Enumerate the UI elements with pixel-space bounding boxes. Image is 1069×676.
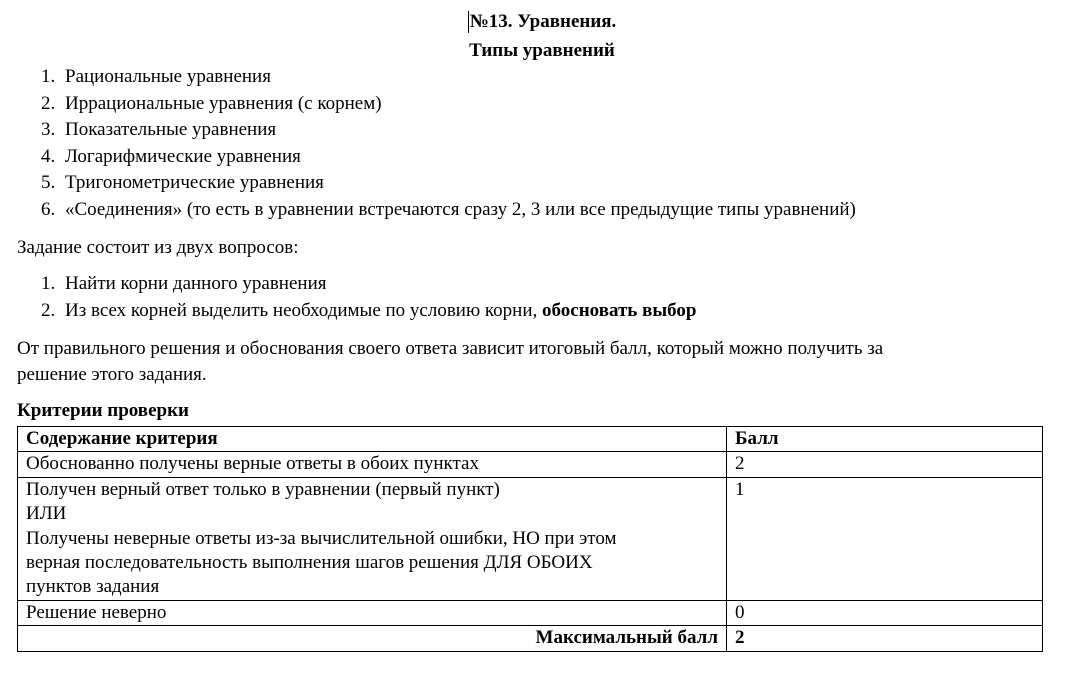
score-cell: 2 [727,452,1043,477]
criterion-cell: Получен верный ответ только в уравнении (первый пункт) ИЛИ Получены неверные ответы из-за вычислительной ошибки, НО при этом верная последовательность выполнения шагов решения ДЛЯ ОБОИХ пунктов задания [18,477,727,600]
score-cell: 0 [727,600,1043,625]
header-score: Балл [727,427,1043,452]
document-title: №13. Уравнения. [469,11,617,32]
table-header-row [18,427,1043,452]
table-row [18,452,1043,477]
score-paragraph: От правильного решения и обоснования своего ответа зависит итоговый балл, который можно получить за решение этого задания. [17,338,884,385]
section-subtitle: Типы уравнений [469,40,615,61]
criterion-cell: Решение неверно [18,600,727,625]
score-cell: 1 [727,477,1043,600]
header-criterion: Содержание критерия [18,427,727,452]
table-row [18,477,1043,600]
max-score-value: 2 [727,626,1043,651]
text-cursor [468,11,469,33]
max-score-label: Максимальный балл [18,626,727,651]
criteria-heading: Критерии проверки [17,400,189,421]
table-footer-row [18,626,1043,651]
task-intro: Задание состоит из двух вопросов: [17,237,299,258]
criteria-table [17,426,1043,652]
table-row [18,600,1043,625]
criterion-cell: Обоснованно получены верные ответы в обоих пунктах [18,452,727,477]
